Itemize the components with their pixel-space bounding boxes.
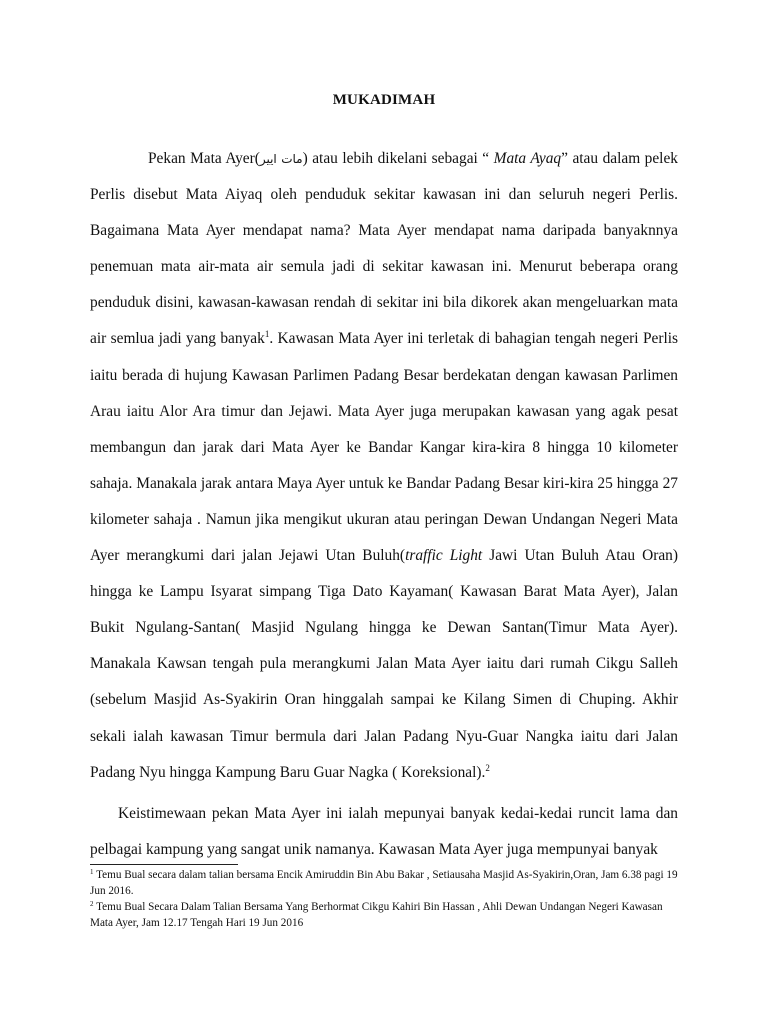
footnote-divider [90, 864, 238, 865]
footnote-text: Temu Bual Secara Dalam Talian Bersama Yang Berhormat Cikgu Kahiri Bin Hassan , Ahli Dewan Undangan Negeri Kawasan Mata Ayer, Jam 12.17 Tengah Hari 19 Jun 2016 [90, 901, 663, 929]
text-run: Jawi Utan Buluh Atau Oran) hingga ke Lampu Isyarat simpang Tiga Dato Kayaman( Kawasan Barat Mata Ayer), Jalan Bukit Ngulang-Santan( Masjid Ngulang hingga ke Dewan Santan(Timur Mata Ayer). Manakala Kawsan tengah pula merangkumi Jalan Mata Ayer iaitu dari rumah Cikgu Salleh (sebelum Masjid As-Syakirin Oran hinggalah sampai ke Kilang Simen di Chuping. Akhir sekali ialah kawasan Timur bermula dari Jalan Padang Nyu-Guar Nangka iaitu dari Jalan Padang Nyu hingga Kampung Baru Guar Nagka ( Koreksional). [90, 547, 678, 781]
footnote-ref-2[interactable]: 2 [485, 762, 490, 773]
arabic-script-name: ماﺕ اﻳﻴﺮ [259, 152, 303, 166]
footnote-text: Temu Bual secara dalam talian bersama Encik Amiruddin Bin Abu Bakar , Setiausaha Masjid As-Syakirin,Oran, Jam 6.38 pagi 19 Jun 2016. [90, 869, 678, 897]
page-title: MUKADIMAH [332, 92, 436, 108]
text-run: ” atau dalam pelek Perlis disebut Mata Aiyaq oleh penduduk sekitar kawasan ini dan seluruh negeri Perlis. Bagaimana Mata Ayer mendapat nama? Mata Ayer mendapat nama daripada banyaknnya penemuan mata air-mata air semula jadi di sekitar kawasan ini. Menurut beberapa orang penduduk disini, kawasan-kawasan rendah di sekitar ini bila dikorek akan mengeluarkan mata air semlua jadi yang banyak [90, 150, 678, 348]
text-run: ) atau lebih dikelani sebagai “ [302, 150, 494, 167]
italic-term-mata-ayaq: Mata Ayaq [493, 150, 562, 167]
footnote-mark: 2 [90, 900, 94, 909]
body-paragraph-2: Keistimewaan pekan Mata Ayer ini ialah mepunyai banyak kedai-kedai runcit lama dan pelbagai kampung yang sangat unik namanya. Kawasan Mata Ayer juga mempunyai banyak [90, 805, 678, 859]
text-run: . Kawasan Mata Ayer ini terletak di bahagian tengah negeri Perlis iaitu berada di hujung Kawasan Parlimen Padang Besar berdekatan dengan kawasan Parlimen Arau iaitu Alor Ara timur dan Jejawi. Mata Ayer juga merupakan kawasan yang agak pesat membangun dan jarak dari Mata Ayer ke Bandar Kangar kira-kira 8 hingga 10 kilometer sahaja. Manakala jarak antara Maya Ayer untuk ke Bandar Padang Besar kiri-kira 25 hingga 27 kilometer sahaja . Namun jika mengikut ukuran atau peringan Dewan Undangan Negeri Mata Ayer merangkumi dari jalan Jejawi Utan Buluh( [90, 330, 678, 565]
footnote-1 [90, 868, 678, 899]
italic-term-traffic-light: traffic Light [405, 547, 483, 565]
footnotes-section [90, 868, 678, 932]
text-run: Pekan Mata Ayer( [148, 150, 260, 167]
footnote-mark: 1 [90, 868, 94, 876]
body-paragraph-1 [90, 141, 678, 791]
footnote-2 [90, 900, 678, 931]
footnote-ref-1[interactable]: 1 [264, 329, 270, 340]
